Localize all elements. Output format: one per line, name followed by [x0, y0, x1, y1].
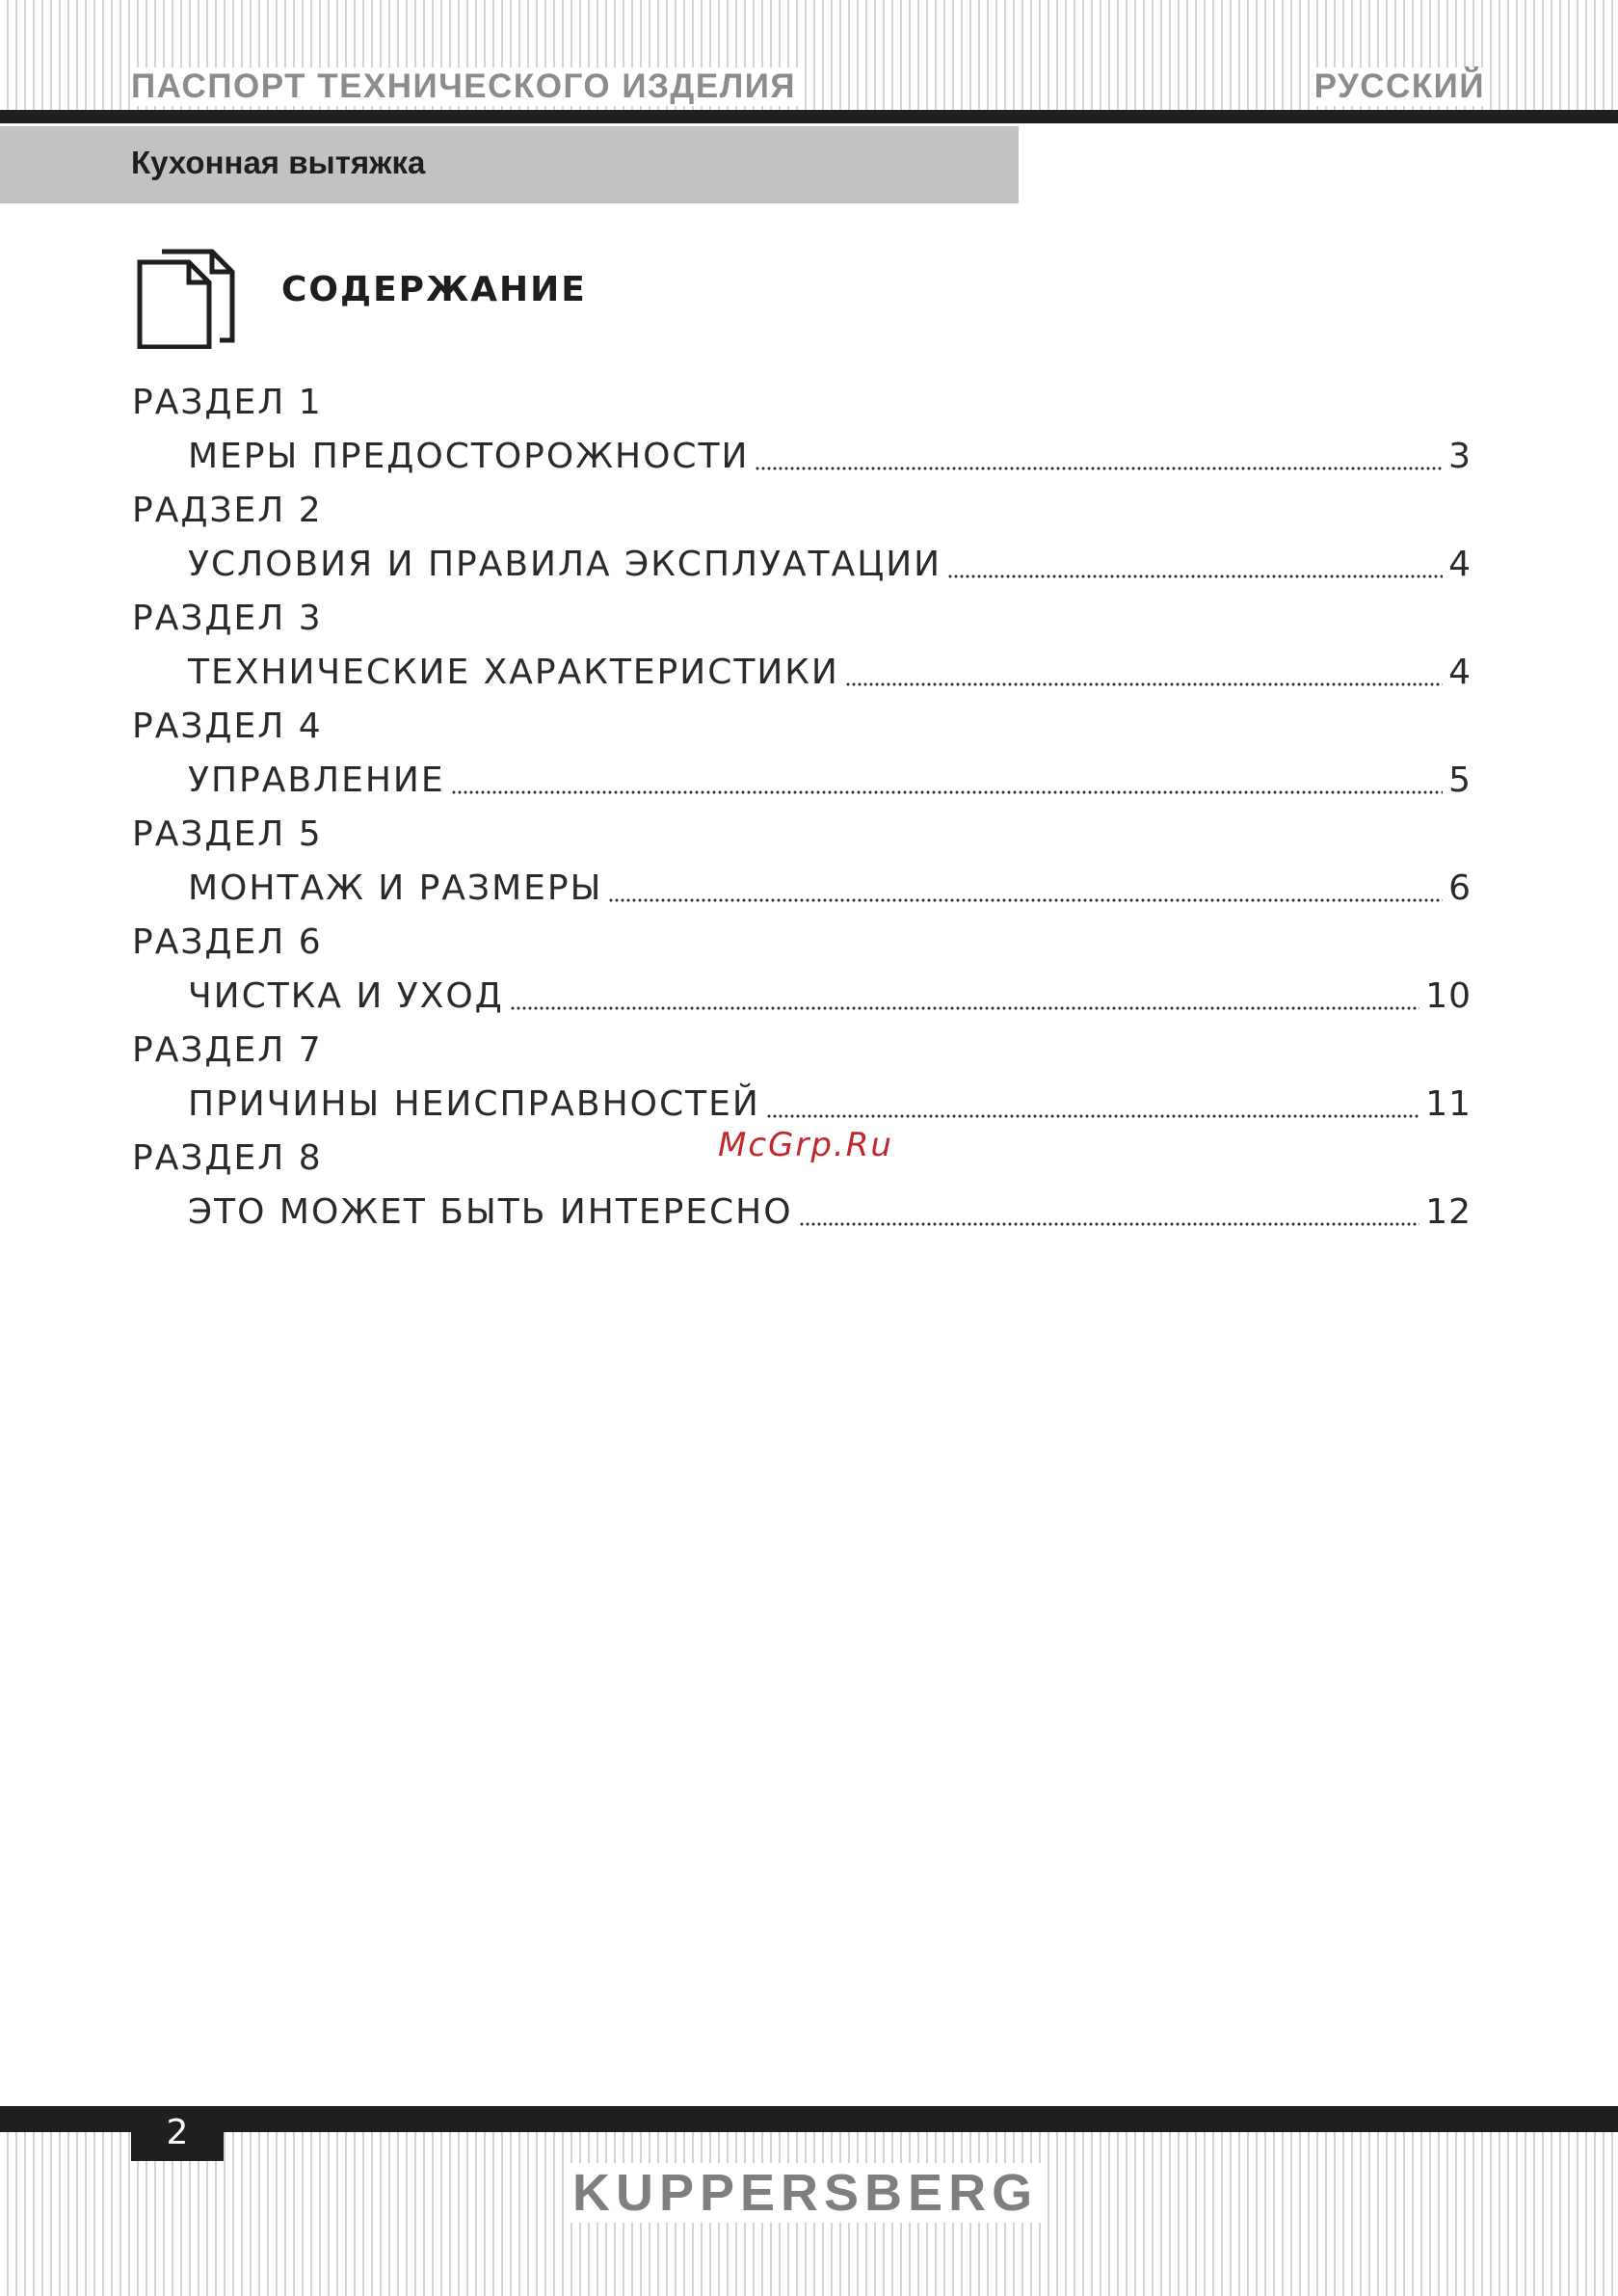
toc-entry[interactable]: [188, 754, 1472, 808]
toc-section-label: РАЗДЕЛ 8: [132, 1138, 323, 1178]
toc-leader-dots: [755, 467, 1443, 470]
toc-entry-title: УСЛОВИЯ И ПРАВИЛА ЭКСПЛУАТАЦИИ: [188, 545, 942, 584]
toc-page-number: 3: [1448, 437, 1472, 476]
toc-leader-dots: [608, 898, 1443, 902]
toc-entry[interactable]: [188, 970, 1472, 1024]
toc-leader-dots: [451, 790, 1443, 794]
toc-heading: СОДЕРЖАНИЕ: [281, 270, 587, 309]
toc-section-label: РАДЗЕЛ 2: [132, 491, 323, 530]
toc-entry-title: УПРАВЛЕНИЕ: [188, 761, 445, 800]
page-number: 2: [166, 2113, 189, 2152]
toc-entry[interactable]: [188, 1186, 1472, 1240]
toc-section-label: РАЗДЕЛ 1: [132, 383, 323, 422]
toc-leader-dots: [510, 1006, 1419, 1010]
brand-logo: KUPPERSBERG: [565, 2163, 1046, 2223]
toc-entry-title: ЭТО МОЖЕТ БЫТЬ ИНТЕРЕСНО: [188, 1192, 793, 1232]
toc-entry[interactable]: [188, 1078, 1472, 1132]
language-label: РУССКИЙ: [1311, 67, 1485, 106]
toc-leader-dots: [799, 1222, 1420, 1226]
header-rule: [0, 110, 1618, 123]
toc-page-number: 5: [1448, 761, 1472, 800]
toc-entry-title: ТЕХНИЧЕСКИЕ ХАРАКТЕРИСТИКИ: [188, 653, 839, 692]
toc-section-label: РАЗДЕЛ 4: [132, 707, 323, 746]
toc-page-number: 4: [1448, 653, 1472, 692]
product-name: Кухонная вытяжка: [131, 145, 426, 180]
toc-page-number: 4: [1448, 545, 1472, 584]
toc-section-label: РАЗДЕЛ 3: [132, 599, 323, 638]
toc-entry[interactable]: [188, 646, 1472, 700]
document-type-title: ПАСПОРТ ТЕХНИЧЕСКОГО ИЗДЕЛИЯ: [131, 67, 800, 106]
table-of-contents: [132, 376, 1472, 1240]
footer-rule: [0, 2106, 1618, 2132]
toc-leader-dots: [947, 574, 1443, 578]
toc-page-number: 6: [1448, 868, 1472, 908]
watermark-link[interactable]: McGrp.Ru: [718, 1126, 893, 1164]
toc-entry-title: МОНТАЖ И РАЗМЕРЫ: [188, 868, 603, 908]
toc-entry-title: МЕРЫ ПРЕДОСТОРОЖНОСТИ: [188, 437, 750, 476]
toc-leader-dots: [766, 1114, 1419, 1118]
toc-page-number: 10: [1425, 976, 1472, 1016]
toc-page-number: 12: [1425, 1192, 1472, 1232]
toc-section-label: РАЗДЕЛ 5: [132, 814, 323, 854]
toc-section-label: РАЗДЕЛ 6: [132, 922, 323, 962]
toc-leader-dots: [845, 682, 1443, 686]
toc-entry[interactable]: [188, 538, 1472, 592]
toc-page-number: 11: [1425, 1084, 1472, 1124]
toc-entry[interactable]: [188, 862, 1472, 916]
document-icon: [135, 249, 235, 349]
toc-entry-title: ЧИСТКА И УХОД: [188, 976, 504, 1016]
toc-entry[interactable]: [188, 430, 1472, 484]
toc-section-label: РАЗДЕЛ 7: [132, 1030, 323, 1070]
toc-entry-title: ПРИЧИНЫ НЕИСПРАВНОСТЕЙ: [188, 1084, 760, 1124]
